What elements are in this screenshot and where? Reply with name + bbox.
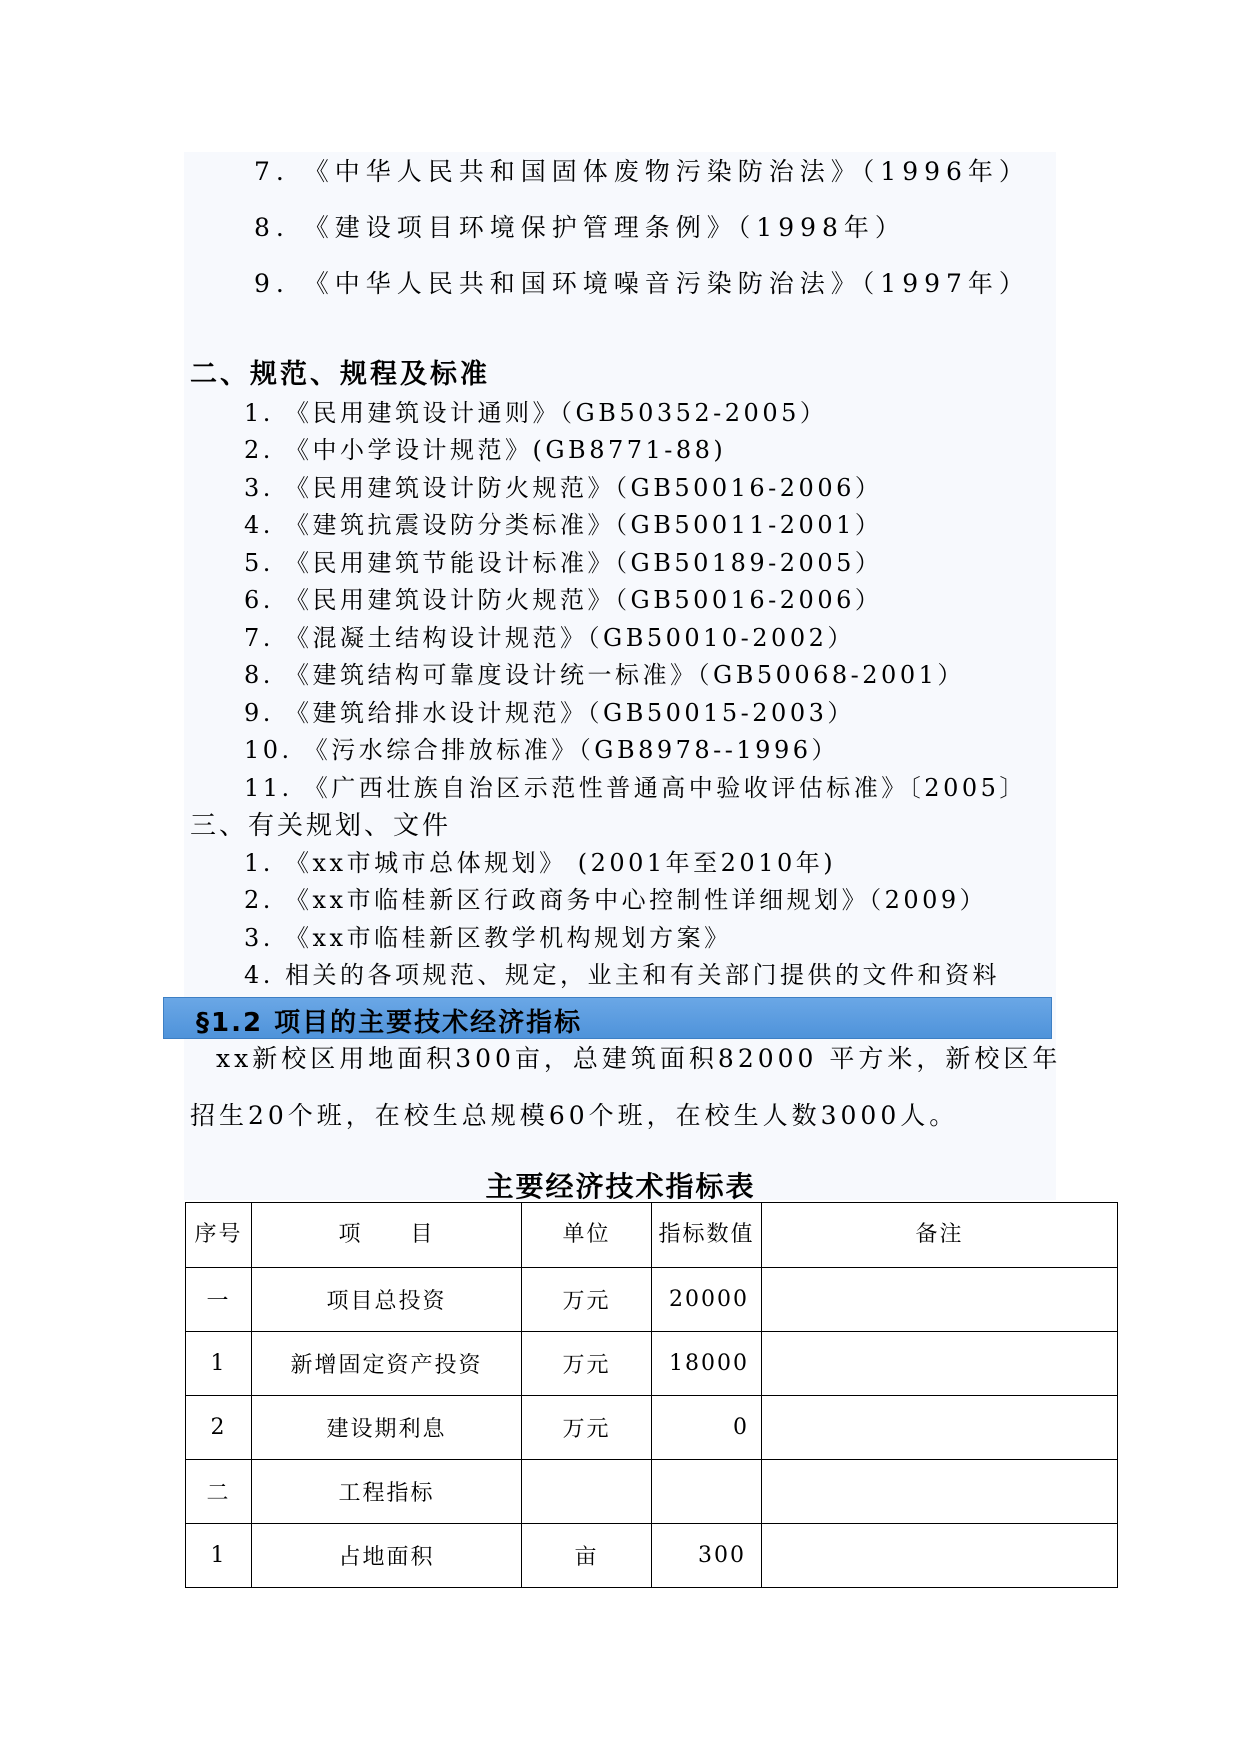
table-title: 主要经济技术指标表: [485, 1170, 756, 1203]
plan-item-3: 3. 《xx市临桂新区教学机构规划方案》: [244, 924, 732, 952]
cell-value: [652, 1460, 762, 1524]
cell-item: 建设期利息: [252, 1396, 522, 1460]
cell-item: 占地面积: [252, 1524, 522, 1588]
cell-note: [762, 1524, 1118, 1588]
summary-paragraph-line1: xx新校区用地面积300亩，总建筑面积82000 平方米，新校区年: [216, 1044, 1062, 1073]
cell-seq: 1: [186, 1524, 252, 1588]
cell-unit: 万元: [522, 1268, 652, 1332]
section3-heading: 三、有关规划、文件: [190, 811, 452, 841]
standard-item-7: 7. 《混凝土结构设计规范》（GB50010-2002）: [244, 624, 855, 652]
cell-item: 新增固定资产投资: [252, 1332, 522, 1396]
cell-seq: 一: [186, 1268, 252, 1332]
cell-value: 20000: [652, 1268, 762, 1332]
cell-seq: 2: [186, 1396, 252, 1460]
cell-seq: 二: [186, 1460, 252, 1524]
cell-note: [762, 1332, 1118, 1396]
section-title: §1.2 项目的主要技术经济指标: [196, 1008, 583, 1038]
table-row: [186, 1460, 1118, 1524]
metrics-table: [185, 1202, 1118, 1588]
cell-unit: 万元: [522, 1332, 652, 1396]
standard-item-1: 1. 《民用建筑设计通则》（GB50352-2005）: [244, 399, 828, 427]
standard-item-10: 10. 《污水综合排放标准》（GB8978--1996）: [244, 736, 839, 764]
table-row: [186, 1524, 1118, 1588]
plan-item-2: 2. 《xx市临桂新区行政商务中心控制性详细规划》（2009）: [244, 886, 988, 914]
cell-item: 项目总投资: [252, 1268, 522, 1332]
table-row: [186, 1396, 1118, 1460]
plan-item-4: 4. 相关的各项规范、规定，业主和有关部门提供的文件和资料: [244, 961, 1001, 989]
header-item: 项 目: [252, 1203, 522, 1268]
summary-paragraph-line2: 招生20个班，在校生总规模60个班，在校生人数3000人。: [190, 1101, 959, 1130]
standard-item-11: 11. 《广西壮族自治区示范性普通高中验收评估标准》〔2005〕: [244, 774, 1027, 802]
cell-unit: 万元: [522, 1396, 652, 1460]
standard-item-8: 8. 《建筑结构可靠度设计统一标准》（GB50068-2001）: [244, 661, 965, 689]
law-item-8: 8. 《建设项目环境保护管理条例》（1998年）: [254, 213, 906, 242]
cell-seq: 1: [186, 1332, 252, 1396]
header-seq: 序号: [186, 1203, 252, 1268]
standard-item-4: 4. 《建筑抗震设防分类标准》（GB50011-2001）: [244, 511, 883, 539]
law-item-9: 9. 《中华人民共和国环境噪音污染防治法》（1997年）: [254, 269, 1030, 298]
table-row: [186, 1332, 1118, 1396]
header-unit: 单位: [522, 1203, 652, 1268]
cell-unit: 亩: [522, 1524, 652, 1588]
cell-value: 18000: [652, 1332, 762, 1396]
cell-value: 0: [652, 1396, 762, 1460]
cell-value: 300: [652, 1524, 762, 1588]
header-note: 备注: [762, 1203, 1118, 1268]
section2-heading: 二、规范、规程及标准: [190, 359, 490, 390]
table-row: [186, 1268, 1118, 1332]
cell-item: 工程指标: [252, 1460, 522, 1524]
cell-note: [762, 1396, 1118, 1460]
cell-unit: [522, 1460, 652, 1524]
cell-note: [762, 1460, 1118, 1524]
standard-item-6: 6. 《民用建筑设计防火规范》（GB50016-2006）: [244, 586, 883, 614]
standard-item-2: 2. 《中小学设计规范》(GB8771-88): [244, 436, 727, 464]
plan-item-1: 1. 《xx市城市总体规划》 (2001年至2010年): [244, 849, 837, 877]
table-header-row: [186, 1203, 1118, 1268]
header-value: 指标数值: [652, 1203, 762, 1268]
standard-item-5: 5. 《民用建筑节能设计标准》（GB50189-2005）: [244, 549, 883, 577]
law-item-7: 7. 《中华人民共和国固体废物污染防治法》（1996年）: [254, 157, 1030, 186]
standard-item-3: 3. 《民用建筑设计防火规范》（GB50016-2006）: [244, 474, 883, 502]
standard-item-9: 9. 《建筑给排水设计规范》（GB50015-2003）: [244, 699, 855, 727]
cell-note: [762, 1268, 1118, 1332]
